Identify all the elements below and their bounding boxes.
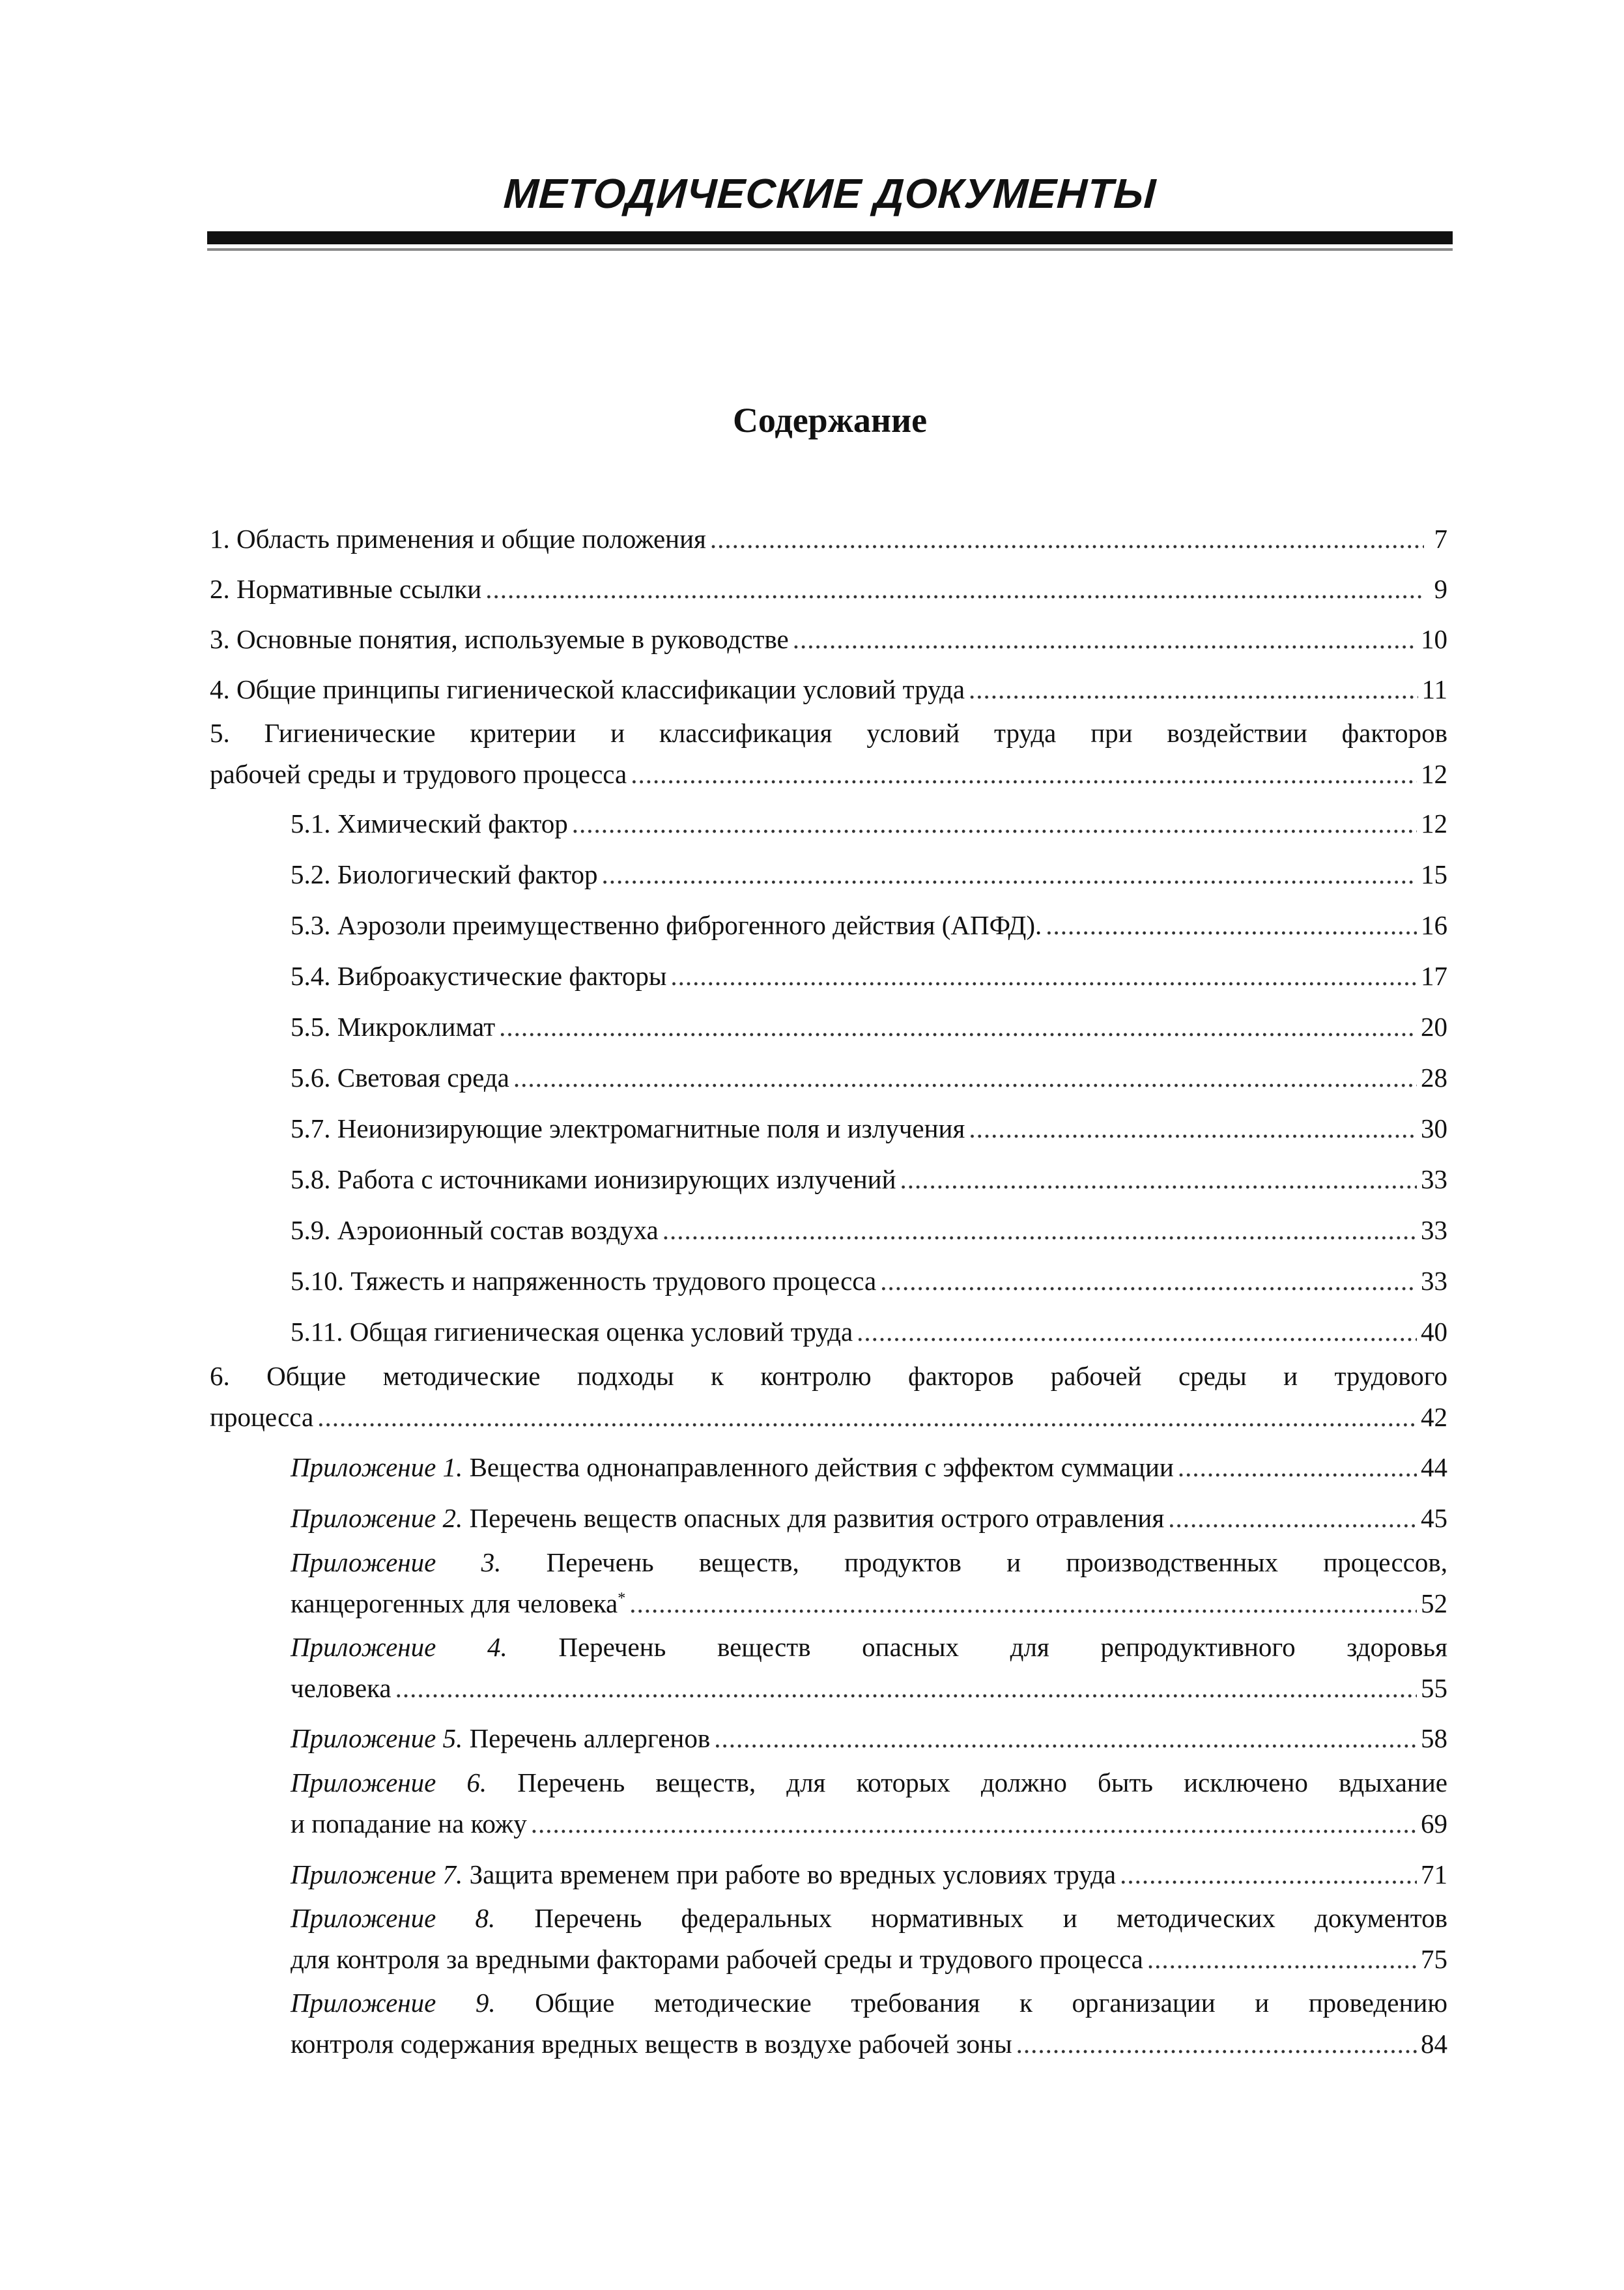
leader-dots	[395, 1675, 1417, 1702]
toc-entry-4[interactable]	[210, 669, 1447, 703]
leader-dots	[572, 810, 1417, 837]
appendix-text-line2: контроля содержания вредных веществ в воздухе рабочей зоны	[291, 2029, 1012, 2059]
toc-entry-page: 11	[1421, 674, 1447, 704]
toc-appendix-5[interactable]	[291, 1718, 1447, 1752]
toc-entry-page: 33	[1421, 1215, 1447, 1245]
footnote-mark: *	[618, 1590, 626, 1607]
leader-dots	[900, 1166, 1417, 1193]
toc-entry-text-line2: процесса	[210, 1402, 314, 1432]
toc-entry-text: 5.7. Неионизирующие электромагнитные поля и излучения	[291, 1113, 965, 1143]
toc-entry-page: 9	[1434, 574, 1447, 604]
toc-entry-page: 52	[1421, 1588, 1447, 1618]
toc-appendix-2[interactable]	[291, 1498, 1447, 1532]
appendix-label: Приложение 2.	[291, 1503, 463, 1533]
toc-entry-page: 33	[1421, 1164, 1447, 1194]
toc-entry-page: 16	[1421, 910, 1447, 940]
toc-entry-text: 5.4. Виброакустические факторы	[291, 961, 667, 991]
appendix-text-line2: и попадание на кожу	[291, 1809, 527, 1839]
leader-dots	[969, 1115, 1417, 1142]
header-title: МЕТОДИЧЕСКИЕ ДОКУМЕНТЫ	[502, 170, 1158, 217]
toc-entry-text-line2: рабочей среды и трудового процесса	[210, 759, 627, 789]
toc-entry-5[interactable]	[210, 720, 1447, 788]
toc-entry-text: 5.2. Биологический фактор	[291, 859, 598, 889]
appendix-text-line2: канцерогенных для человека	[291, 1588, 618, 1618]
toc-entry-2[interactable]	[210, 569, 1447, 603]
toc-appendix-4[interactable]	[291, 1634, 1447, 1702]
toc-entry-page: 58	[1421, 1723, 1447, 1753]
appendix-text-line1: Перечень веществ, для которых должно быть исключено вдыхание	[517, 1768, 1448, 1797]
leader-dots	[629, 1590, 1417, 1617]
toc-entry-text: 5.8. Работа с источниками ионизирующих излучений	[291, 1164, 896, 1194]
leader-dots	[499, 1014, 1417, 1040]
leader-dots	[880, 1268, 1417, 1295]
appendix-text: Перечень аллергенов	[469, 1723, 711, 1753]
leader-dots	[1016, 2031, 1417, 2057]
toc-entry-page: 45	[1421, 1503, 1447, 1533]
leader-dots	[857, 1319, 1417, 1345]
toc-appendix-9[interactable]	[291, 1990, 1447, 2057]
appendix-label: Приложение 9.	[291, 1988, 496, 2018]
toc-entry-page: 40	[1421, 1317, 1447, 1347]
toc-entry-text: 3. Основные понятия, используемые в руководстве	[210, 624, 789, 654]
toc-entry-text: 2. Нормативные ссылки	[210, 574, 482, 604]
leader-dots	[1120, 1861, 1417, 1888]
leader-dots	[531, 1811, 1417, 1837]
toc-entry-5-5[interactable]	[291, 1007, 1447, 1040]
appendix-label: Приложение 5.	[291, 1723, 463, 1753]
toc-entry-page: 15	[1421, 859, 1447, 889]
leader-dots	[1168, 1505, 1417, 1532]
toc-title: Содержание	[732, 401, 928, 440]
leader-dots	[1178, 1454, 1417, 1481]
toc-entry-text: 5.5. Микроклимат	[291, 1012, 496, 1042]
toc-entry-5-10[interactable]	[291, 1261, 1447, 1295]
toc-entry-page: 20	[1421, 1012, 1447, 1042]
header-rule-thick	[207, 231, 1453, 244]
leader-dots	[662, 1217, 1417, 1244]
appendix-text-line1: Перечень веществ, продуктов и производственных процессов,	[546, 1547, 1447, 1577]
toc-entry-5-8[interactable]	[291, 1159, 1447, 1193]
toc-entry-1[interactable]	[210, 519, 1447, 552]
toc-entry-5-4[interactable]	[291, 956, 1447, 990]
appendix-text: Вещества однонаправленного действия с эффектом суммации	[469, 1452, 1174, 1482]
appendix-text-line2: для контроля за вредными факторами рабочей среды и трудового процесса	[291, 1944, 1143, 1974]
toc-entry-text: 1. Область применения и общие положения	[210, 524, 706, 554]
toc-entry-page: 55	[1421, 1673, 1447, 1703]
toc-entry-page: 12	[1421, 809, 1447, 838]
toc-appendix-7[interactable]	[291, 1854, 1447, 1888]
document-header	[207, 170, 1453, 251]
appendix-label: Приложение 6.	[291, 1768, 487, 1797]
toc-entry-text-line1: 6. Общие методические подходы к контролю факторов рабочей среды и трудового	[210, 1361, 1447, 1391]
toc-entry-page: 84	[1421, 2029, 1447, 2059]
leader-dots	[670, 963, 1417, 990]
toc-entry-page: 10	[1421, 624, 1447, 654]
toc-entry-page: 71	[1421, 1859, 1447, 1889]
appendix-text-line1: Перечень федеральных нормативных и методических документов	[534, 1903, 1448, 1933]
appendix-text: Защита временем при работе во вредных условиях труда	[469, 1859, 1117, 1889]
toc-entry-text: 5.1. Химический фактор	[291, 809, 568, 838]
toc-entry-page: 33	[1421, 1266, 1447, 1296]
toc-appendix-6[interactable]	[291, 1769, 1447, 1837]
toc-entry-page: 42	[1421, 1402, 1447, 1432]
appendix-label: Приложение 8.	[291, 1903, 496, 1933]
toc-appendix-1[interactable]	[291, 1447, 1447, 1481]
toc-entry-5-2[interactable]	[291, 854, 1447, 888]
leader-dots	[710, 526, 1424, 552]
toc-appendix-8[interactable]	[291, 1905, 1447, 1973]
toc-entry-page: 69	[1421, 1809, 1447, 1839]
toc-entry-text: 4. Общие принципы гигиенической классификации условий труда	[210, 674, 965, 704]
toc-entry-text: 5.3. Аэрозоли преимущественно фиброгенного действия (АПФД).	[291, 910, 1042, 940]
toc-appendix-3[interactable]	[291, 1549, 1447, 1617]
appendix-label: Приложение 4.	[291, 1632, 507, 1662]
toc-entry-3[interactable]	[210, 619, 1447, 653]
leader-dots	[969, 676, 1417, 703]
leader-dots	[317, 1404, 1417, 1431]
leader-dots	[485, 576, 1424, 603]
leader-dots	[513, 1065, 1417, 1091]
appendix-label: Приложение 1.	[291, 1452, 463, 1482]
toc-entry-text: 5.9. Аэроионный состав воздуха	[291, 1215, 659, 1245]
toc-entry-5-11[interactable]	[291, 1311, 1447, 1345]
leader-dots	[1046, 912, 1417, 939]
toc-entry-text-line1: 5. Гигиенические критерии и классификация условий труда при воздействии факторов	[210, 718, 1447, 748]
toc-entry-5-1[interactable]	[291, 803, 1447, 837]
toc-entry-page: 44	[1421, 1452, 1447, 1482]
leader-dots	[1147, 1946, 1417, 1973]
toc-entry-6[interactable]	[210, 1363, 1447, 1431]
toc-entry-5-7[interactable]	[291, 1108, 1447, 1142]
toc-entry-page: 30	[1421, 1113, 1447, 1143]
toc-entry-text: 5.11. Общая гигиеническая оценка условий труда	[291, 1317, 853, 1347]
toc-entry-5-9[interactable]	[291, 1210, 1447, 1244]
toc-entry-page: 12	[1421, 759, 1447, 789]
toc-entry-page: 28	[1421, 1063, 1447, 1093]
toc-entry-page: 75	[1421, 1944, 1447, 1974]
leader-dots	[631, 761, 1417, 788]
header-rule-thin	[207, 248, 1453, 251]
toc-entry-page: 7	[1434, 524, 1447, 554]
leader-dots	[714, 1725, 1417, 1752]
toc-entry-text: 5.6. Световая среда	[291, 1063, 509, 1093]
appendix-text: Перечень веществ опасных для развития острого отравления	[469, 1503, 1165, 1533]
toc-entry-5-6[interactable]	[291, 1057, 1447, 1091]
appendix-text-line1: Перечень веществ опасных для репродуктивного здоровья	[558, 1632, 1447, 1662]
toc-entry-page: 17	[1421, 961, 1447, 991]
toc-entry-5-3[interactable]	[291, 905, 1447, 939]
leader-dots	[602, 861, 1417, 888]
toc-entry-text: 5.10. Тяжесть и напряженность трудового процесса	[291, 1266, 877, 1296]
leader-dots	[793, 626, 1417, 653]
appendix-text-line1: Общие методические требования к организации и проведению	[535, 1988, 1448, 2018]
appendix-text-line2: человека	[291, 1673, 392, 1703]
appendix-label: Приложение 3.	[291, 1547, 502, 1577]
appendix-label: Приложение 7.	[291, 1859, 463, 1889]
